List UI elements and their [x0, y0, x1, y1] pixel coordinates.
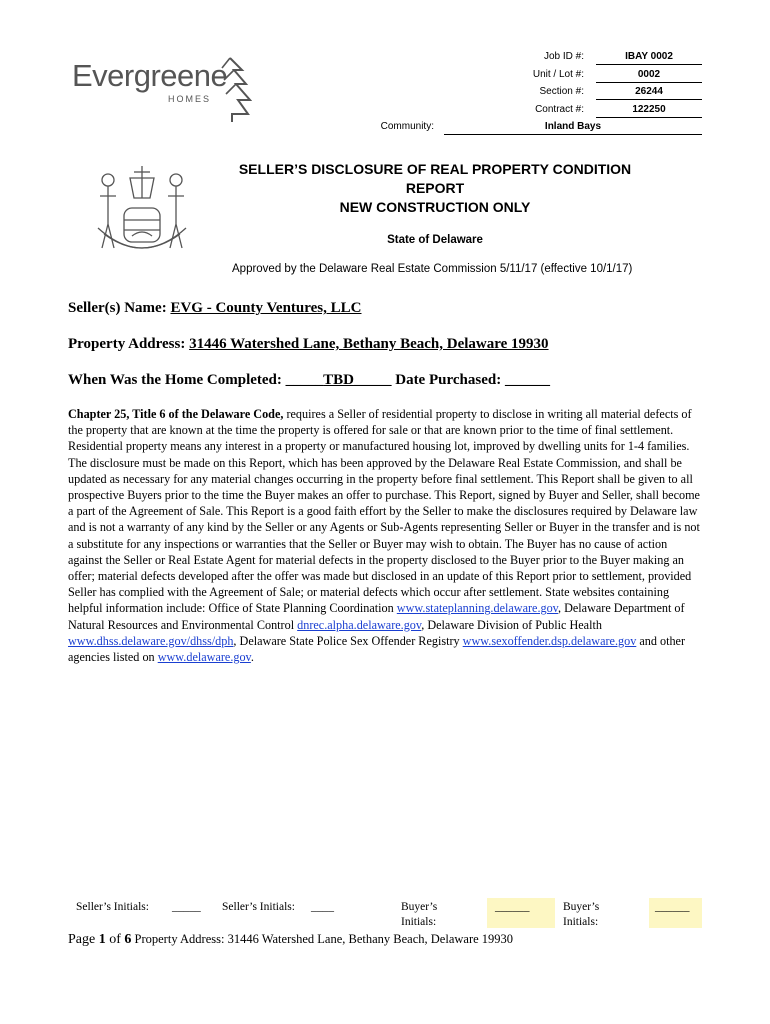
job-id-value: IBAY 0002 [596, 51, 702, 65]
completed-blank-pre: _____ [285, 372, 324, 388]
unit-value: 0002 [596, 69, 702, 83]
sex-offender-link[interactable]: www.sexoffender.dsp.delaware.gov [462, 633, 637, 648]
job-id-label: Job ID #: [543, 51, 584, 62]
contract-value: 122250 [596, 104, 702, 118]
approval-note: Approved by the Delaware Real Estate Commission 5/11/17 (effective 10/1/17) [232, 263, 633, 275]
seller-initials-field-2[interactable]: ____ [311, 901, 334, 913]
disclosure-paragraph [68, 406, 702, 665]
page-total: 6 [124, 932, 132, 947]
page-word: Page [68, 932, 99, 947]
purchased-value: ______ [504, 372, 550, 388]
footer-address: Property Address: 31446 Watershed Lane, Bethany Beach, Delaware 19930 [131, 932, 514, 946]
report-title-line3: NEW CONSTRUCTION ONLY [339, 199, 531, 215]
property-address-value: 31446 Watershed Lane, Bethany Beach, Delaware 19930 [189, 336, 549, 352]
buyer-initials-field-2: ______ [655, 901, 690, 913]
buyer-initials-box-2[interactable] [649, 898, 702, 928]
buyer-initials-label-2b: Initials: [563, 916, 599, 928]
disclosure-text-6: . [250, 650, 254, 665]
disclosure-text-4: , Delaware State Police Sex Offender Registry [233, 633, 463, 648]
contract-label: Contract #: [535, 104, 584, 115]
unit-label: Unit / Lot #: [532, 69, 584, 80]
report-title-line2: REPORT [405, 180, 465, 196]
seller-initials-field-1[interactable]: _____ [172, 901, 201, 913]
page-number: 1 [98, 932, 106, 947]
buyer-initials-field-1: ______ [495, 901, 530, 913]
section-value: 26244 [596, 86, 702, 100]
completed-value: TBD [323, 372, 354, 388]
buyer-initials-label-2a: Buyer’s [563, 901, 600, 913]
disclosure-text-3: , Delaware Division of Public Health [421, 617, 602, 632]
report-title-line1: SELLER’S DISCLOSURE OF REAL PROPERTY CONDITION [238, 161, 632, 177]
section-label: Section #: [539, 86, 584, 97]
community-label: Community: [380, 121, 434, 132]
logo-brand: Evergreene [72, 58, 228, 93]
completed-label: When Was the Home Completed: [68, 372, 286, 388]
evergreene-logo [72, 56, 252, 126]
seller-name-line [68, 300, 361, 317]
disclosure-text-5: and other agencies listed on [68, 633, 686, 665]
completion-line [68, 372, 550, 389]
community-value: Inland Bays [444, 121, 702, 135]
buyer-initials-label-1a: Buyer’s [401, 901, 438, 913]
purchased-label: Date Purchased: [391, 372, 505, 388]
state-heading: State of Delaware [387, 234, 483, 246]
logo-sub: HOMES [168, 94, 212, 104]
completed-blank-post: _____ [353, 372, 392, 388]
buyer-initials-label-1b: Initials: [401, 916, 437, 928]
seller-initials-label-2: Seller’s Initials: [222, 901, 295, 913]
buyer-initials-box-1[interactable] [487, 898, 555, 928]
code-reference: Chapter 25, Title 6 of the Delaware Code, [68, 407, 284, 421]
property-address-label: Property Address: [68, 336, 190, 352]
seller-name-label: Seller(s) Name: [68, 300, 171, 316]
of-word: of [105, 932, 125, 947]
state-planning-link[interactable]: www.stateplanning.delaware.gov [396, 601, 558, 616]
disclosure-text-2: , Delaware Department of Natural Resources and Environmental Control [68, 601, 685, 632]
seller-name-value: EVG - County Ventures, LLC [170, 300, 362, 316]
tree-icon [212, 56, 252, 126]
disclosure-text: requires a Seller of residential property to disclose in writing all material defects of the property that are known at the time the property is offered for sale or that are known prior to the time of final settlement. Residential property means any interest in a property or manufactured housing lot, improved by dwelling units for 1-4 families. The disclosure must be made on this Report, which has been approved by the Delaware Real Estate Commission, and shall be updated as necessary for any material changes occurring in the property before final settlement. This Report shall be given to all prospective Buyers prior to the time the Buyer makes an offer to purchase. This Report, signed by Buyer and Seller, shall become a part of the Agreement of Sale. This Report is a good faith effort by the Seller to make the disclosures required by Delaware law and is not a warranty of any kind by the Seller or any Agents or Sub-Agents representing Seller or Buyer in the transfer and is not a substitute for any inspections or warranties that the Seller or Buyer may wish to obtain. The Buyer has no cause of action against the Seller or Real Estate Agent for material defects in the property disclosed to the Buyer prior to the Buyer making an offer; material defects developed after the offer was made but disclosed in an update of this Report prior to settlement, provided Seller has complied with the Agreement of Sale; or material defects which occur after settlement. State websites containing helpful information include: Office of State Planning Coordination [68, 407, 700, 616]
property-address-line [68, 336, 549, 353]
delaware-gov-link[interactable]: www.delaware.gov [157, 650, 251, 665]
page-footer [68, 932, 513, 948]
dnrec-link[interactable]: dnrec.alpha.delaware.gov [297, 617, 422, 632]
seller-initials-label-1: Seller’s Initials: [76, 901, 149, 913]
dhss-link[interactable]: www.dhss.delaware.gov/dhss/dph [68, 633, 234, 648]
